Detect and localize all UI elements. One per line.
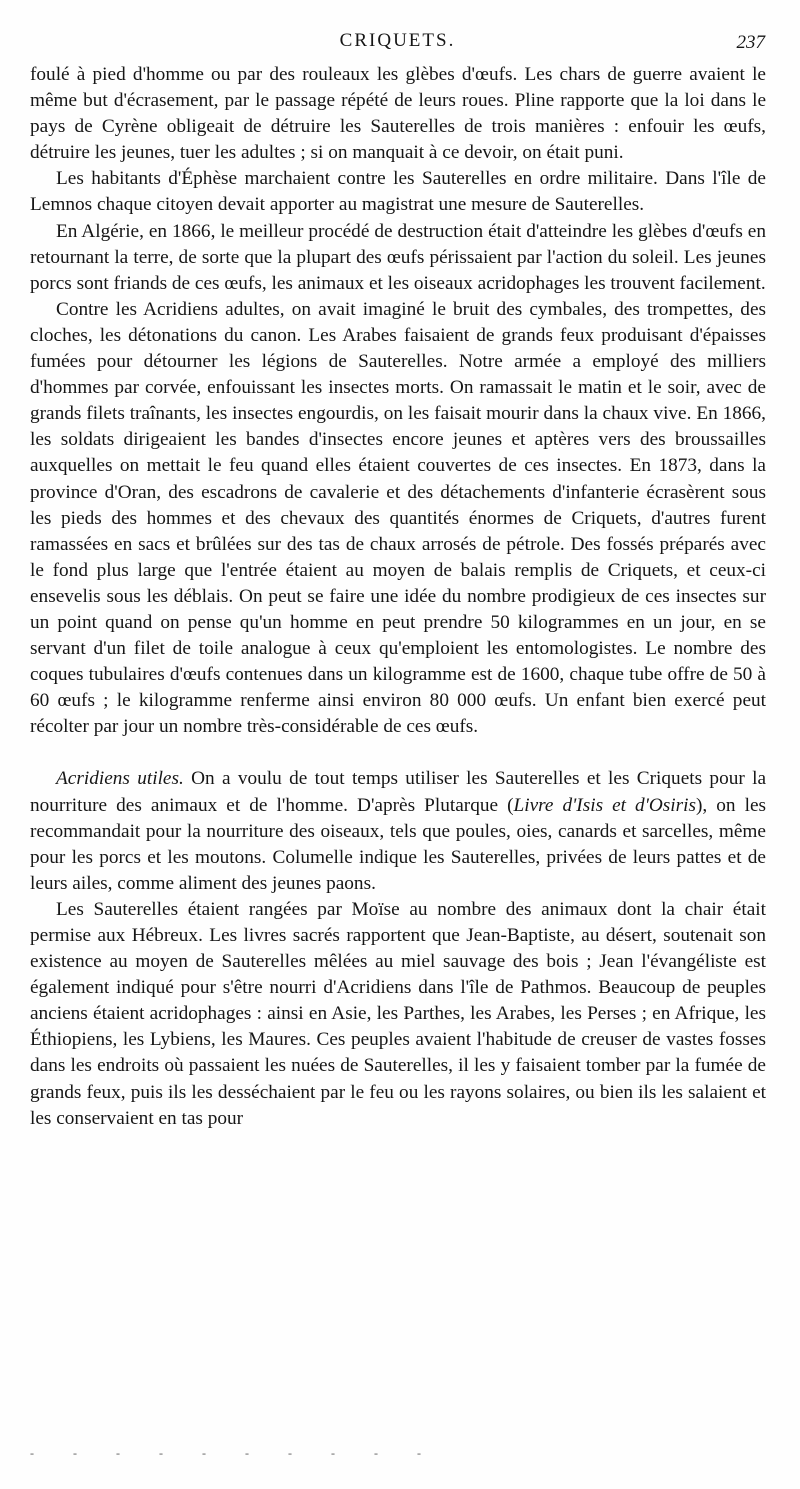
paragraph-6: Les Sauterelles étaient rangées par Moïse au nombre des animaux dont la chair était permise aux Hébreux. Les livres sacrés rapportent que Jean-Baptiste, au désert, soutenait son existence au moyen de Sauterelles mêlées au miel sauvage des bois ; Jean l'évangéliste est également indiqué pour s'être nourri d'Acridiens dans l'île de Pathmos. Beaucoup de peuples anciens étaient acridophages : ainsi en Asie, les Parthes, les Arabes, les Perses ; en Afrique, les Éthiopiens, les Lybiens, les Maures. Ces peuples avaient l'habitude de creuser de vastes fosses dans les endroits où passaient les nuées de Sauterelles, il les y faisaient tomber par la fumée de grands feux, puis ils les desséchaient par le feu ou les rayons solaires, ou bien ils les salaient et les conservaient en tas pour [30, 898, 766, 1129]
page-number: 237 [736, 32, 765, 53]
paragraph-5-acridiens-utiles [30, 766, 766, 896]
paragraph-2: Les habitants d'Éphèse marchaient contre les Sauterelles en ordre militaire. Dans l'île de Lemnos chaque citoyen devait apporter au magistrat une mesure de Sauterelles. [30, 168, 766, 216]
bottom-scan-marks: - - - - - - - - - - [30, 1446, 439, 1460]
paragraph-1: foulé à pied d'homme ou par des rouleaux les glèbes d'œufs. Les chars de guerre avaient le même but d'écrasement, par le passage répété de leurs roues. Pline rapporte que la loi dans le pays de Cyrène obligeait de détruire les Sauterelles de trois manières : enfouir les œufs, détruire les jeunes, tuer les adultes ; si on manquait à ce devoir, on était puni. [30, 64, 766, 164]
italic-reference: Livre d'Isis et d'Osiris [513, 794, 696, 816]
paragraph-5-part-2: ), on les recommandait pour la nourriture des oiseaux, tels que poules, oies, canards et sarcelles, même pour les porcs et les moutons. Columelle indique les Sauterelles, privées de leurs pattes et de leurs ailes, comme aliment des jeunes paons. [30, 794, 767, 894]
section-heading-italic: Acridiens utiles. [56, 768, 184, 790]
body-text [30, 62, 766, 1132]
paragraph-3: En Algérie, en 1866, le meilleur procédé de destruction était d'atteindre les glèbes d'œufs en retournant la terre, de sorte que la plupart des œufs périssaient par l'action du soleil. Les jeunes porcs sont friands de ces œufs, les animaux et les oiseaux acridophages les trouvent facilement. [30, 220, 766, 294]
paragraph-4: Contre les Acridiens adultes, on avait imaginé le bruit des cymbales, des trompettes, des cloches, les détonations du canon. Les Arabes faisaient de grands feux produisant d'épaisses fumées pour détourner les légions de Sauterelles. Notre armée a employé des milliers d'hommes par corvée, enfouissant les insectes morts. On ramassait le matin et le soir, avec de grands filets traînants, les insectes engourdis, on les faisait mourir dans la chaux vive. En 1866, les soldats dirigeaient les bandes d'insectes encore jeunes et aptères vers des broussailles auxquelles on mettait le feu quand elles étaient couvertes de ces insectes. En 1873, dans la province d'Oran, des escadrons de cavalerie et des détachements d'infanterie écrasèrent sous les pieds des hommes et des chevaux des quantités énormes de Criquets, d'autres furent ramassées en sacs et brûlées sur des tas de chaux arrosés de pétrole. Des fossés préparés avec le fond plus large que l'entrée étaient au moyen de balais remplis de Criquets, et ceux-ci ensevelis sous les déblais. On peut se faire une idée du nombre prodigieux de ces insectes sur un point quand on pense qu'un homme en peut prendre 50 kilogrammes en un jour, en se servant d'un filet de toile analogue à ceux qu'emploient les entomologistes. Le nombre des coques tubulaires d'œufs contenues dans un kilogramme est de 1600, chaque tube offre de 50 à 60 œufs ; le kilogramme renferme ainsi environ 80 000 œufs. Un enfant bien exercé peut récolter par jour un nombre très-considérable de ces œufs. [30, 298, 766, 738]
paragraph-5-part-1: On a voulu de tout temps utiliser les Sauterelles et les Criquets pour la nourriture des animaux et de l'homme. D'après Plutarque ( [30, 768, 767, 816]
running-title: CRIQUETS. [339, 30, 456, 51]
running-header [30, 30, 765, 56]
